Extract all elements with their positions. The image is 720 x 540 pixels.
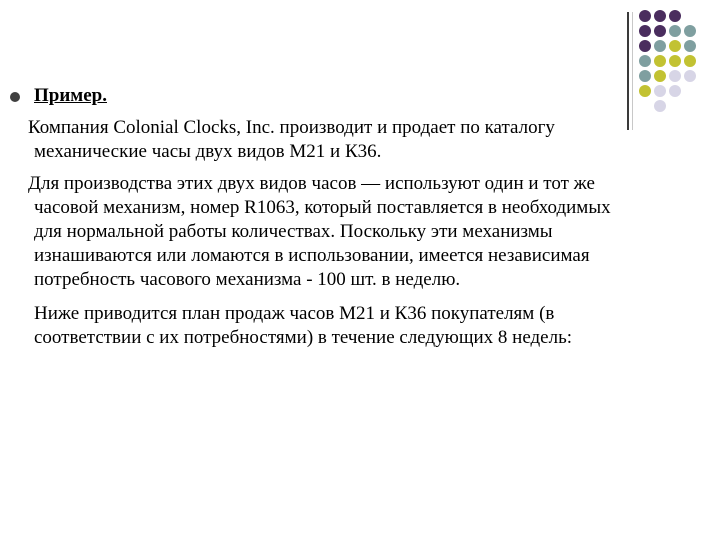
decorative-dot [684, 25, 696, 37]
decorative-dot [669, 10, 681, 22]
paragraph-line: изнашиваются или ломаются в использовании, имеется независимая [34, 245, 590, 266]
decorative-dot [654, 85, 666, 97]
paragraph-line: потребность часового механизма - 100 шт. в неделю. [34, 269, 461, 290]
paragraph-line: Ниже приводится план продаж часов М21 и К36 покупателям (в [34, 303, 555, 324]
decorative-dot [639, 25, 651, 37]
decorative-dot [654, 100, 666, 112]
decorative-dot [669, 55, 681, 67]
decorative-dot [654, 70, 666, 82]
paragraph-line: механические часы двух видов М21 и К36. [34, 141, 382, 162]
decorative-dot [669, 25, 681, 37]
decorative-dot-grid [639, 10, 719, 120]
decorative-dot [639, 55, 651, 67]
decorative-dot [654, 25, 666, 37]
paragraph-line: Компания Colonial Clocks, Inc. производит и продает по каталогу [28, 117, 555, 138]
decorative-dot [669, 40, 681, 52]
paragraph-3 [34, 302, 572, 350]
paragraph-line: соответствии с их потребностями) в течение следующих 8 недель: [34, 327, 573, 348]
bullet-icon [10, 92, 20, 102]
decorative-dot [669, 70, 681, 82]
decorative-dot [669, 85, 681, 97]
slide-heading: Пример. [34, 85, 107, 106]
paragraph-line: Для производства этих двух видов часов — используют один и тот же [28, 173, 595, 194]
decorative-dot [639, 40, 651, 52]
decorative-dot [654, 10, 666, 22]
divider-line-light [632, 12, 633, 130]
decorative-dot [684, 40, 696, 52]
decorative-dot [684, 55, 696, 67]
paragraph-line: часовой механизм, номер R1063, который поставляется в необходимых [34, 197, 611, 218]
decorative-dot [639, 70, 651, 82]
decorative-dot [654, 40, 666, 52]
divider-line [627, 12, 629, 130]
decorative-dot [684, 70, 696, 82]
paragraph-2 [28, 172, 611, 292]
paragraph-line: для нормальной работы количествах. Поскольку эти механизмы [34, 221, 553, 242]
decorative-dot [654, 55, 666, 67]
decorative-dot [639, 85, 651, 97]
paragraph-1 [28, 116, 555, 164]
decorative-dot [639, 10, 651, 22]
